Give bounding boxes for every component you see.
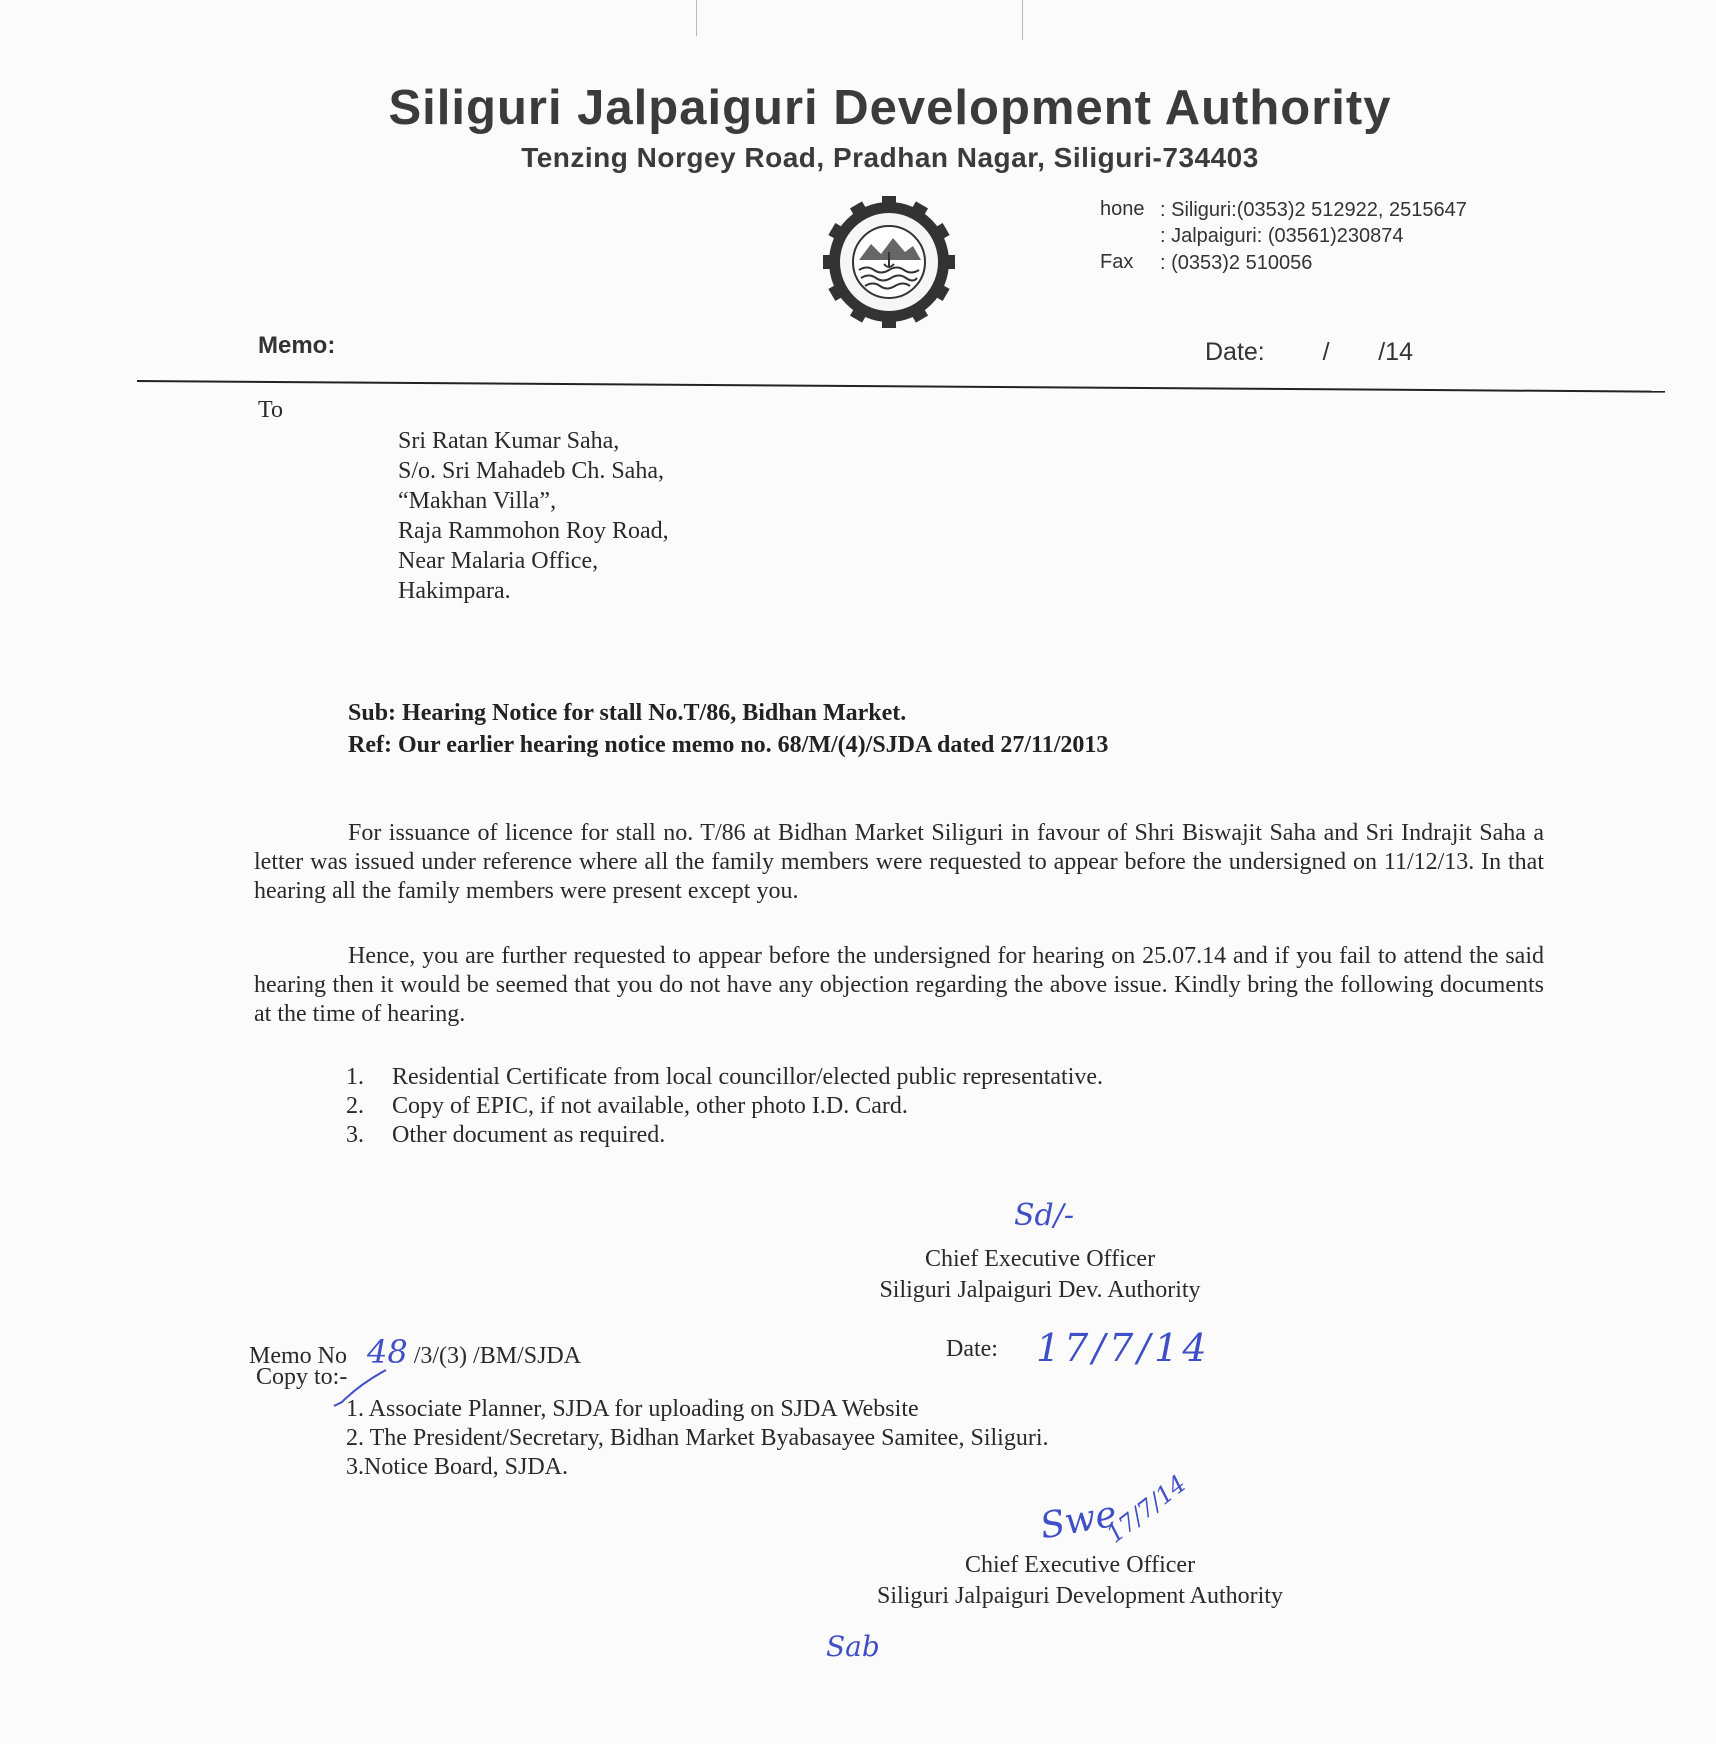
memo-date-label: Date: xyxy=(946,1336,998,1362)
reference-line xyxy=(348,732,1108,759)
copy-to-item: 3.Notice Board, SJDA. xyxy=(346,1454,568,1480)
org-address: Tenzing Norgey Road, Pradhan Nagar, Siliguri-734403 xyxy=(521,142,1259,173)
document-item-number: 1. xyxy=(346,1064,364,1090)
subject-label: Sub: xyxy=(348,700,397,726)
signatory-title-2: Chief Executive Officer xyxy=(964,1552,1196,1578)
memo-label: Memo: xyxy=(258,332,336,359)
subject-line xyxy=(348,700,906,727)
handwritten-initial: Sab xyxy=(826,1630,880,1663)
reference-label: Ref: xyxy=(348,732,392,758)
recipient-line: Sri Ratan Kumar Saha, xyxy=(398,428,620,454)
fax-label: Fax xyxy=(1100,251,1134,273)
reference-text: Our earlier hearing notice memo no. 68/M/(4)/SJDA dated 27/11/2013 xyxy=(397,732,1109,758)
scan-edge-line xyxy=(1022,0,1023,40)
header-date-value: / /14 xyxy=(1322,338,1413,366)
recipient-line: Near Malaria Office, xyxy=(398,548,599,574)
header-date-label: Date: xyxy=(1205,338,1265,366)
memo-number-label: Memo No xyxy=(249,1343,347,1369)
document-item-number: 2. xyxy=(346,1093,364,1119)
header-divider xyxy=(137,380,1665,393)
body-paragraph-2: Hence, you are further requested to appear before the undersigned for hearing on 25.07.14 and if you fail to attend the said hearing then it would be seemed that you do not have any objection regarding the above issue. Kindly bring the following documents at the time of hearing. xyxy=(254,943,1544,1027)
body-paragraph-1: For issuance of licence for stall no. T/86 at Bidhan Market Siliguri in favour of Shri Biswajit Saha and Sri Indrajit Saha a letter was issued under reference where all the family members were requested to appear before the undersigned on 11/12/13. In that hearing all the family members were present except you. xyxy=(254,820,1544,904)
signatory-org: Siliguri Jalpaiguri Dev. Authority xyxy=(879,1277,1201,1303)
recipient-line: Raja Rammohon Roy Road, xyxy=(398,518,669,544)
document-item-text: Residential Certificate from local councillor/elected public representative. xyxy=(392,1064,1104,1090)
fax-value: : (0353)2 510056 xyxy=(1160,252,1313,274)
signatory-org-2: Siliguri Jalpaiguri Development Authority xyxy=(877,1583,1283,1609)
recipient-line: “Makhan Villa”, xyxy=(398,488,557,514)
copy-to-item: 1. Associate Planner, SJDA for uploading on SJDA Website xyxy=(346,1396,919,1422)
memo-number-handwritten: 48 xyxy=(367,1333,408,1371)
phone-siliguri: : Siliguri:(0353)2 512922, 2515647 xyxy=(1160,199,1467,221)
memo-date-handwritten: 17/7/14 xyxy=(1036,1326,1211,1370)
handwritten-signature-date: 17/7/14 xyxy=(1101,1469,1192,1549)
phone-jalpaiguri: : Jalpaiguri: (03561)230874 xyxy=(1160,225,1404,247)
org-title: Siliguri Jalpaiguri Development Authority xyxy=(388,81,1392,135)
recipient-line: S/o. Sri Mahadeb Ch. Saha, xyxy=(398,458,664,484)
scan-edge-line xyxy=(696,0,697,36)
memo-number-rest: /3/(3) /BM/SJDA xyxy=(413,1343,582,1369)
to-label: To xyxy=(258,397,283,423)
document-item-text: Copy of EPIC, if not available, other photo I.D. Card. xyxy=(392,1093,908,1119)
sjda-seal-logo xyxy=(822,195,956,329)
copy-to-label: Copy to:- xyxy=(256,1364,348,1390)
copy-to-item: 2. The President/Secretary, Bidhan Market Byabasayee Samitee, Siliguri. xyxy=(346,1425,1049,1451)
recipient-line: Hakimpara. xyxy=(398,578,511,604)
phone-label: hone xyxy=(1100,198,1145,220)
document-item-number: 3. xyxy=(346,1122,364,1148)
handwritten-sd: Sd/- xyxy=(1014,1198,1074,1233)
document-item-text: Other document as required. xyxy=(392,1122,666,1148)
handwritten-signature: Swe xyxy=(1037,1493,1120,1548)
header-date xyxy=(1205,338,1413,367)
signatory-title: Chief Executive Officer xyxy=(924,1246,1156,1272)
subject-text: Hearing Notice for stall No.T/86, Bidhan Market. xyxy=(402,700,907,726)
